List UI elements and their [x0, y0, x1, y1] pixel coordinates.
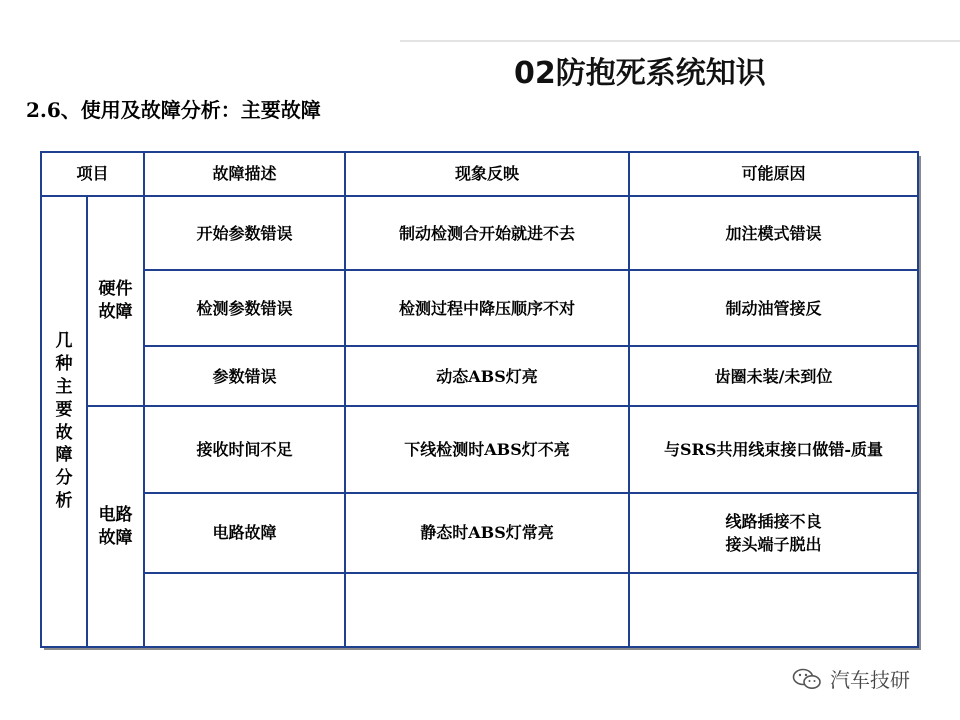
watermark-text: 汽车技研 [830, 668, 910, 692]
table-row [41, 196, 918, 270]
cause-cell: 齿圈未装/未到位 [629, 346, 918, 406]
table-header-row [41, 152, 918, 196]
group-label: 几 种 主 要 故 障 分 析 [41, 196, 87, 647]
symptom-cell: 制动检测合开始就进不去 [345, 196, 629, 270]
table-row [41, 493, 918, 573]
header-symptom: 现象反映 [345, 152, 629, 196]
symptom-cell: 动态ABS灯亮 [345, 346, 629, 406]
subcategory-hardware: 硬件 故障 [87, 196, 144, 406]
fault-description-cell: 参数错误 [144, 346, 345, 406]
header-item: 项目 [41, 152, 144, 196]
cause-cell: 线路插接不良 接头端子脱出 [629, 493, 918, 573]
symptom-cell: 下线检测时ABS灯不亮 [345, 406, 629, 492]
fault-description-cell: 检测参数错误 [144, 270, 345, 346]
header-divider [400, 40, 960, 42]
header-possible-cause: 可能原因 [629, 152, 918, 196]
cause-cell: 与SRS共用线束接口做错-质量 [629, 406, 918, 492]
cause-cell: 制动油管接反 [629, 270, 918, 346]
slide-title: 02防抱死系统知识 [514, 56, 766, 91]
symptom-cell: 检测过程中降压顺序不对 [345, 270, 629, 346]
symptom-cell [345, 573, 629, 647]
symptom-cell: 静态时ABS灯常亮 [345, 493, 629, 573]
fault-description-cell [144, 573, 345, 647]
header-fault-description: 故障描述 [144, 152, 345, 196]
table-row [41, 346, 918, 406]
fault-description-cell: 开始参数错误 [144, 196, 345, 270]
cause-cell [629, 573, 918, 647]
cause-cell: 加注模式错误 [629, 196, 918, 270]
table-row [41, 270, 918, 346]
fault-analysis-table [40, 151, 919, 648]
subcategory-circuit: 电路 故障 [87, 406, 144, 647]
fault-description-cell: 电路故障 [144, 493, 345, 573]
wechat-icon [792, 668, 822, 690]
table-row [41, 573, 918, 647]
fault-description-cell: 接收时间不足 [144, 406, 345, 492]
section-heading: 2.6、使用及故障分析：主要故障 [26, 98, 321, 122]
watermark [792, 664, 910, 693]
table-row [41, 406, 918, 492]
